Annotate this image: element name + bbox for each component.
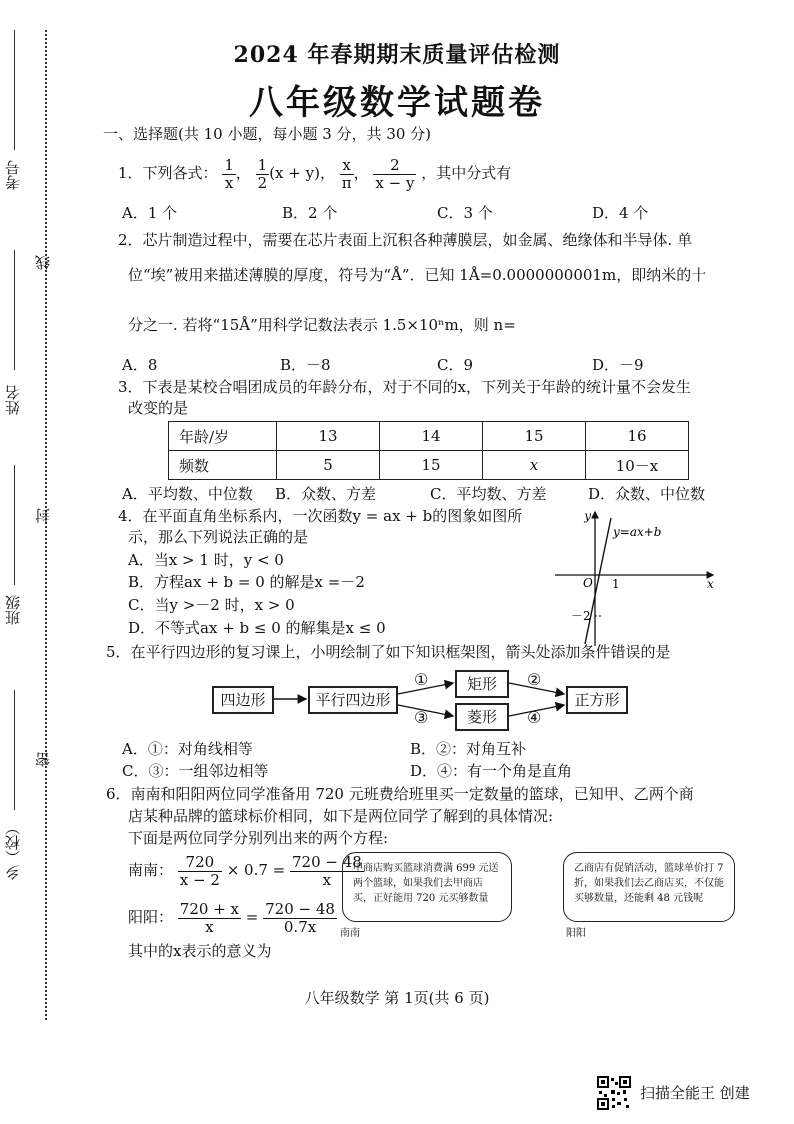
q4-option-b: B．方程ax + b = 0 的解是x =－2 (128, 573, 365, 591)
scanner-watermark: 扫描全能王 创建 (640, 1084, 750, 1102)
q6-line-1: 6．南南和阳阳两位同学准备用 720 元班费给班里买一定数量的篮球，已知甲、乙两个商 (106, 785, 694, 803)
box-parallelogram: 平行四边形 (308, 686, 398, 714)
table-cell: 16 (586, 422, 689, 451)
table-cell: 频数 (169, 451, 277, 480)
q1-frac-2-den: 2 (257, 173, 268, 192)
q3-line-1: 3．下表是某校合唱团成员的年龄分布，对于不同的x，下列关于年龄的统计量不会发生 (118, 378, 692, 396)
yy-frac-2-num: 720 − 48 (265, 899, 335, 918)
y-axis-label: y (584, 509, 591, 523)
mark-2: ② (527, 670, 542, 689)
table-cell: 14 (380, 422, 483, 451)
q4-function-graph (555, 508, 725, 648)
mark-3: ③ (414, 708, 429, 727)
yy-frac-2-den: 0.7x (283, 917, 317, 936)
yangyang-equation (128, 897, 337, 937)
q2-option-d: D．－9 (592, 356, 644, 374)
nn-frac-2-den: x (322, 870, 332, 889)
q6-line-3: 下面是两位同学分别列出来的两个方程: (128, 829, 389, 847)
q1-stem: 1．下列各式： $\frac{1}{x}$ ， $\frac{1}{2}$ (x + y)， $\frac{x}{\pi}$ ， $\frac{2}{x - y}$ ，其中分式有 (118, 155, 512, 192)
table-cell: 15 (380, 451, 483, 480)
q5-option-d: D．④：有一个角是直角 (410, 762, 573, 780)
q3-line-2: 改变的是 (128, 399, 189, 417)
q4-option-d: D．不等式ax + b ≤ 0 的解集是x ≤ 0 (128, 619, 386, 637)
table-cell: 13 (277, 422, 380, 451)
q1-option-d: D．4 个 (592, 204, 649, 222)
box-square: 正方形 (566, 686, 628, 714)
q1-suffix: ，其中分式有 (421, 164, 512, 182)
nannan-name: 南南 (340, 928, 360, 939)
x-axis-label: x (707, 577, 714, 591)
exam-subtitle: 八年级数学试题卷 (249, 83, 545, 123)
margin-xiangxiao-label: 乡（校） (4, 820, 22, 880)
exam-title: 2024 年春期期末质量评估检测 (233, 42, 561, 68)
yangyang-speech-bubble: 乙商店有促销活动，篮球单价打 7 折，如果我们去乙商店买，不仅能买够数量，还能剩 48 元钱呢 (563, 852, 735, 922)
section-heading: 一、选择题(共 10 小题，每小题 3 分，共 30 分) (103, 125, 432, 143)
y-intercept-label: －2 (571, 609, 591, 623)
q3-option-d: D．众数、中位数 (588, 485, 706, 503)
qr-code-icon (597, 1076, 631, 1110)
nannan-label: 南南： (128, 861, 174, 879)
q4-option-c: C．当y >－2 时，x > 0 (128, 596, 295, 614)
margin-xiangxiao-line (14, 690, 15, 810)
margin-kaohao-label: 考号 (4, 160, 22, 190)
q1-frac-2-tail: (x + y)， (269, 164, 335, 182)
table-cell: 15 (483, 422, 586, 451)
q6-last-line: 其中的x表示的意义为 (128, 942, 272, 960)
q1-option-c: C．3 个 (437, 204, 493, 222)
mark-1: ① (414, 670, 429, 689)
yy-mid: = (245, 908, 259, 926)
q1-frac-4-num: 2 (373, 157, 416, 175)
q2-option-b: B．－8 (280, 356, 331, 374)
yangyang-name: 阳阳 (566, 928, 586, 939)
nn-frac-1 (178, 854, 222, 889)
q1-frac-3-num: x (340, 157, 354, 175)
q1-frac-2 (256, 157, 270, 192)
q4-option-a: A．当x > 1 时，y < 0 (128, 551, 284, 569)
table-row (169, 451, 689, 480)
nn-frac-1-num: 720 (178, 854, 222, 872)
q1-frac-1-num: 1 (224, 155, 234, 174)
q2-line-2: 位“埃”被用来描述薄膜的厚度，符号为“Å”．已知 1Å=0.0000000001m，即纳米的十 (128, 266, 707, 284)
margin-xian-mark: 线 (34, 255, 52, 270)
q1-frac-1-den: x (224, 173, 234, 192)
box-quadrilateral: 四边形 (212, 686, 274, 714)
nannan-speech-bubble: 甲商店购买篮球消费满 699 元送两个篮球，如果我们去甲商店买，正好能用 720 元买够数量 (342, 852, 512, 922)
origin-label: O (583, 576, 593, 590)
margin-xingming-label: 姓名 (4, 385, 22, 415)
table-cell: 5 (277, 451, 380, 480)
q1-frac-4 (373, 157, 416, 192)
margin-banji-line (14, 465, 15, 585)
q4-line-1: 4．在平面直角坐标系内，一次函数y = ax + b的图象如图所 (118, 507, 523, 525)
q2-line-1: 2．芯片制造过程中，需要在芯片表面上沉积各种薄膜层，如金属、绝缘体和半导体. 单 (118, 231, 693, 249)
margin-banji-label: 班级 (4, 595, 22, 625)
binding-dotted-line (45, 30, 47, 1020)
q1-frac-2-num: 1 (257, 155, 268, 174)
mark-4: ④ (527, 708, 542, 727)
q1-frac-4-den: x − y (375, 173, 415, 192)
q1-option-a: A．1 个 (122, 204, 178, 222)
box-rectangle: 矩形 (455, 670, 509, 698)
table-cell: 10－x (586, 451, 689, 480)
margin-mi-mark: 密 (34, 752, 52, 767)
q1-frac-3 (340, 157, 354, 192)
age-table (168, 421, 689, 480)
nn-frac-1-den: x − 2 (179, 870, 220, 889)
table-cell: 年龄/岁 (169, 422, 277, 451)
q1-option-b: B．2 个 (282, 204, 338, 222)
q1-frac-3-den: π (341, 173, 352, 192)
q1-prefix: 1．下列各式： (118, 164, 218, 182)
q4-line-2: 示，那么下列说法正确的是 (128, 528, 309, 546)
q6-line-2: 店某种品牌的篮球标价相同，如下是两位同学了解到的具体情况: (128, 807, 554, 825)
box-rhombus: 菱形 (455, 703, 509, 731)
yy-frac-1 (178, 901, 241, 936)
q5-option-b: B．②：对角互补 (410, 740, 527, 758)
margin-feng-mark: 封 (34, 508, 52, 523)
q2-line-3: 分之一. 若将“15Å”用科学记数法表示 1.5×10ⁿm，则 n= (128, 316, 516, 334)
yy-frac-2 (263, 901, 337, 936)
yangyang-label: 阳阳： (128, 908, 174, 926)
margin-xingming-line (14, 250, 15, 370)
page-footer: 八年级数学 第 1页(共 6 页) (304, 989, 490, 1007)
q5-line-1: 5．在平行四边形的复习课上，小明绘制了如下知识框架图，箭头处添加条件错误的是 (106, 643, 671, 661)
q2-option-c: C．9 (437, 356, 474, 374)
nannan-equation (128, 850, 364, 890)
x-intercept-label: 1 (612, 577, 620, 591)
nn-mid: × 0.7 = (226, 861, 286, 879)
q1-frac-1 (222, 157, 236, 192)
table-row (169, 422, 689, 451)
q5-option-a: A．①：对角线相等 (122, 740, 253, 758)
q3-option-a: A．平均数、中位数 (122, 485, 253, 503)
q2-option-a: A．8 (122, 356, 158, 374)
function-label: y=ax+b (613, 525, 662, 539)
nn-frac-2-num: 720 − 48 (292, 852, 362, 871)
table-cell: x (483, 451, 586, 480)
yy-frac-1-num: 720 + x (179, 899, 239, 918)
q5-option-c: C．③：一组邻边相等 (122, 762, 269, 780)
q3-option-c: C．平均数、方差 (430, 485, 547, 503)
q3-option-b: B．众数、方差 (275, 485, 377, 503)
yy-frac-1-den: x (205, 917, 214, 936)
